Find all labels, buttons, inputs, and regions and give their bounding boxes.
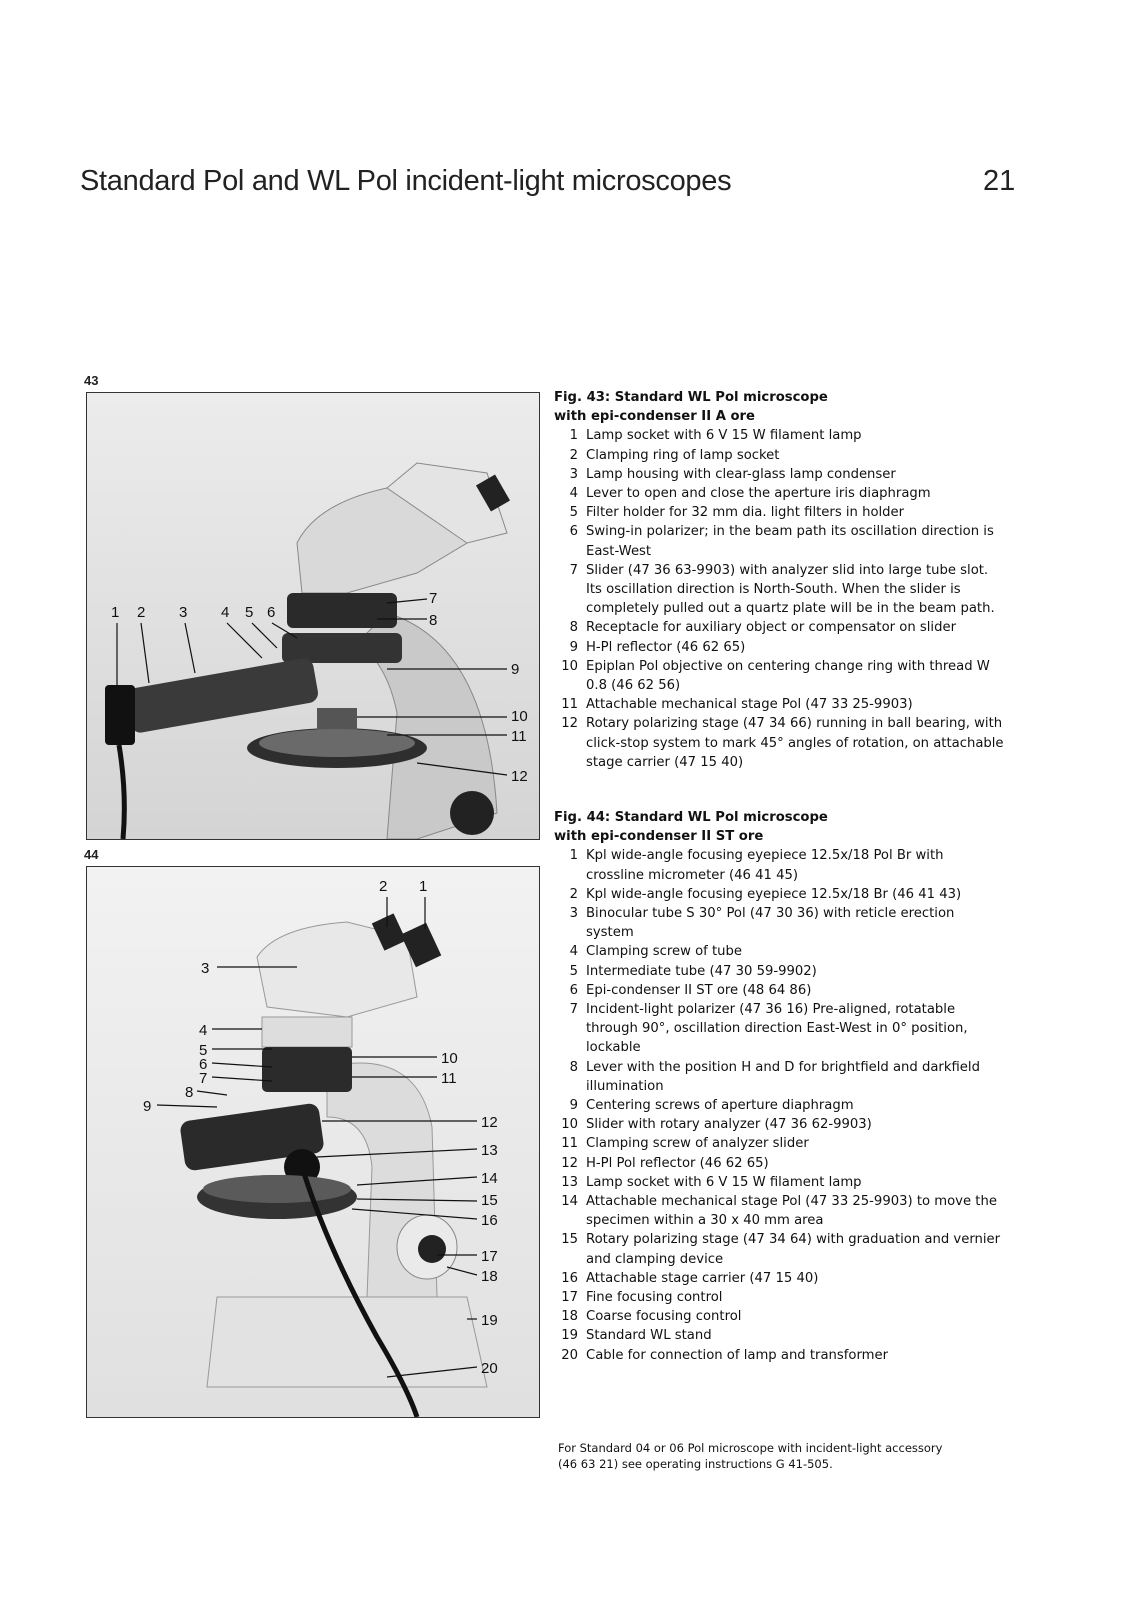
figure-43-photo xyxy=(86,392,540,840)
fig44-callout-14: 14 xyxy=(481,1170,498,1187)
legend-item xyxy=(554,484,1004,503)
legend-item-number: 4 xyxy=(569,486,578,502)
fig44-callout-7: 7 xyxy=(199,1070,208,1087)
page-number: 21 xyxy=(983,165,1016,197)
legend-item-number: 7 xyxy=(569,1002,578,1018)
legend-item xyxy=(554,503,1004,522)
fig44-callout-19: 19 xyxy=(481,1312,498,1329)
legend-item-number: 2 xyxy=(569,886,578,902)
legend-item-number: 5 xyxy=(569,963,578,979)
fig44-callout-18: 18 xyxy=(481,1268,498,1285)
legend-item-number: 18 xyxy=(561,1309,578,1325)
legend-item xyxy=(554,981,1004,1000)
legend-item xyxy=(554,1269,1004,1288)
legend-item-text: Swing-in polarizer; in the beam path its oscillation direction is East-West xyxy=(586,524,994,559)
legend-item-text: Standard WL stand xyxy=(586,1328,712,1344)
legend-item xyxy=(554,657,1004,695)
legend-item xyxy=(554,1058,1004,1096)
legend-item xyxy=(554,561,1004,619)
legend-item-text: Kpl wide-angle focusing eyepiece 12.5x/18 Pol Br with crossline micrometer (46 41 45) xyxy=(586,848,944,883)
fig44-callout-1: 1 xyxy=(419,878,428,895)
legend-item-text: Incident-light polarizer (47 36 16) Pre-aligned, rotatable through 90°, oscillation direction East-West in 0° position, lockable xyxy=(586,1002,968,1056)
legend-item-number: 14 xyxy=(561,1194,578,1210)
fig44-callout-6: 6 xyxy=(199,1056,208,1073)
legend-item-text: H-Pl Pol reflector (46 62 65) xyxy=(586,1155,769,1171)
legend-item-number: 7 xyxy=(569,562,578,578)
legend-item xyxy=(554,714,1004,772)
legend-item xyxy=(554,446,1004,465)
fig44-callout-13: 13 xyxy=(481,1142,498,1159)
legend-item-number: 3 xyxy=(569,466,578,482)
fig44-callout-5: 5 xyxy=(199,1042,208,1059)
fig43-callout-6: 6 xyxy=(267,604,276,621)
legend-item xyxy=(554,1154,1004,1173)
legend-item xyxy=(554,904,1004,942)
legend-item-text: Slider with rotary analyzer (47 36 62-9903) xyxy=(586,1117,872,1133)
legend-item xyxy=(554,1115,1004,1134)
figure-44-item-list xyxy=(554,846,1004,1364)
legend-item-text: Rotary polarizing stage (47 34 64) with graduation and vernier and clamping device xyxy=(586,1232,1001,1267)
legend-item-text: Attachable mechanical stage Pol (47 33 25-9903) xyxy=(586,697,913,713)
footer-note-line-2: (46 63 21) see operating instructions G 41-505. xyxy=(558,1457,833,1471)
figure-43-caption-subtitle: with epi-condenser II A ore xyxy=(554,409,755,425)
legend-item xyxy=(554,885,1004,904)
legend-item-text: Lamp housing with clear-glass lamp condenser xyxy=(586,466,896,482)
fig43-callout-8: 8 xyxy=(429,612,438,629)
fig44-callout-15: 15 xyxy=(481,1192,498,1209)
legend-item xyxy=(554,1288,1004,1307)
fig44-callout-4: 4 xyxy=(199,1022,208,1039)
fig43-callout-11: 11 xyxy=(511,728,527,745)
legend-item-number: 1 xyxy=(569,848,578,864)
legend-item-text: Lamp socket with 6 V 15 W filament lamp xyxy=(586,1174,862,1190)
legend-item xyxy=(554,1326,1004,1345)
legend-item xyxy=(554,1134,1004,1153)
legend-item-text: Filter holder for 32 mm dia. light filters in holder xyxy=(586,505,905,521)
legend-item-number: 16 xyxy=(561,1270,578,1286)
legend-item xyxy=(554,1230,1004,1268)
legend-item-text: Clamping screw of analyzer slider xyxy=(586,1136,809,1152)
legend-item-text: Epiplan Pol objective on centering change ring with thread W 0.8 (46 62 56) xyxy=(586,658,990,694)
legend-item-number: 9 xyxy=(569,639,578,655)
legend-item-text: Coarse focusing control xyxy=(586,1309,742,1325)
legend-item xyxy=(554,1346,1004,1365)
legend-item xyxy=(554,1000,1004,1058)
legend-item-text: Lever to open and close the aperture iris diaphragm xyxy=(586,486,931,502)
legend-item-text: Cable for connection of lamp and transformer xyxy=(586,1347,889,1363)
legend-item-text: Clamping screw of tube xyxy=(586,944,743,960)
legend-item-text: Attachable mechanical stage Pol (47 33 25-9903) to move the specimen within a 30 x 40 mm area xyxy=(586,1194,997,1229)
legend-item-number: 10 xyxy=(561,658,578,674)
legend-item-number: 15 xyxy=(561,1232,578,1248)
legend-item-number: 4 xyxy=(569,944,578,960)
legend-item-number: 19 xyxy=(561,1328,578,1344)
fig44-callout-8: 8 xyxy=(185,1084,194,1101)
legend-item xyxy=(554,846,1004,884)
legend-item xyxy=(554,465,1004,484)
legend-item-text: Lamp socket with 6 V 15 W filament lamp xyxy=(586,428,862,444)
legend-item-number: 6 xyxy=(569,524,578,540)
legend-item-number: 8 xyxy=(569,620,578,636)
fig44-callout-12: 12 xyxy=(481,1114,498,1131)
figure-44-caption xyxy=(554,808,1004,1365)
legend-item-text: Centering screws of aperture diaphragm xyxy=(586,1098,854,1114)
fig43-callout-4: 4 xyxy=(221,604,230,621)
fig43-callout-7: 7 xyxy=(429,590,438,607)
legend-item-number: 13 xyxy=(561,1174,578,1190)
legend-item-text: Intermediate tube (47 30 59-9902) xyxy=(586,963,817,979)
legend-item xyxy=(554,942,1004,961)
legend-item xyxy=(554,1096,1004,1115)
legend-item xyxy=(554,522,1004,560)
legend-item-number: 6 xyxy=(569,982,578,998)
legend-item-text: H-Pl reflector (46 62 65) xyxy=(586,639,746,655)
figure-44-photo xyxy=(86,866,540,1418)
figure-44-number: 44 xyxy=(84,847,99,862)
fig44-callout-16: 16 xyxy=(481,1212,498,1229)
legend-item-text: Lever with the position H and D for brightfield and darkfield illumination xyxy=(586,1059,980,1094)
legend-item xyxy=(554,1307,1004,1326)
fig43-callout-10: 10 xyxy=(511,708,528,725)
legend-item xyxy=(554,618,1004,637)
legend-item-number: 11 xyxy=(561,1136,578,1152)
fig43-callout-3: 3 xyxy=(179,604,188,621)
legend-item-text: Kpl wide-angle focusing eyepiece 12.5x/18 Br (46 41 43) xyxy=(586,886,962,902)
legend-item-text: Receptacle for auxiliary object or compensator on slider xyxy=(586,620,956,636)
footer-note-line-1: For Standard 04 or 06 Pol microscope with incident-light accessory xyxy=(558,1441,943,1455)
legend-item-text: Epi-condenser II ST ore (48 64 86) xyxy=(586,982,812,998)
legend-item-number: 2 xyxy=(569,447,578,463)
legend-item-text: Slider (47 36 63-9903) with analyzer slid into large tube slot. Its oscillation direction is North-South. When the slider is completely pulled out a quartz plate will be in the beam path. xyxy=(586,562,995,617)
legend-item-number: 11 xyxy=(561,697,578,713)
figure-43-caption-title: Fig. 43: Standard WL Pol microscope xyxy=(554,390,828,405)
legend-item-number: 9 xyxy=(569,1098,578,1114)
figure-43-item-list xyxy=(554,426,1004,772)
legend-item-number: 20 xyxy=(561,1347,578,1363)
legend-item xyxy=(554,1192,1004,1230)
legend-item-number: 17 xyxy=(561,1290,578,1306)
legend-item-text: Binocular tube S 30° Pol (47 30 36) with reticle erection system xyxy=(586,906,955,941)
fig44-callout-10: 10 xyxy=(441,1050,458,1067)
figure-44-caption-title: Fig. 44: Standard WL Pol microscope xyxy=(554,810,828,825)
legend-item-text: Fine focusing control xyxy=(586,1290,723,1306)
legend-item xyxy=(554,695,1004,714)
legend-item-number: 12 xyxy=(561,1155,578,1171)
footer-note xyxy=(558,1440,988,1472)
fig44-callout-11: 11 xyxy=(441,1070,457,1087)
fig43-callout-1: 1 xyxy=(111,604,120,621)
fig43-callout-12: 12 xyxy=(511,768,528,785)
legend-item-number: 10 xyxy=(561,1117,578,1133)
figure-43-caption xyxy=(554,388,1004,772)
legend-item-text: Clamping ring of lamp socket xyxy=(586,447,780,463)
fig44-callout-20: 20 xyxy=(481,1360,498,1377)
legend-item xyxy=(554,962,1004,981)
fig43-callout-9: 9 xyxy=(511,661,520,678)
page-title: Standard Pol and WL Pol incident-light microscopes xyxy=(80,165,732,197)
legend-item-text: Attachable stage carrier (47 15 40) xyxy=(586,1270,819,1286)
fig44-callout-9: 9 xyxy=(143,1098,152,1115)
legend-item-text: Rotary polarizing stage (47 34 66) running in ball bearing, with click-stop system to mark 45° angles of rotation, on attachable stage carrier (47 15 40) xyxy=(586,716,1004,770)
fig43-callout-5: 5 xyxy=(245,604,254,621)
fig44-callout-3: 3 xyxy=(201,960,210,977)
fig44-callout-2: 2 xyxy=(379,878,388,895)
legend-item-number: 3 xyxy=(569,906,578,922)
figure-43-number: 43 xyxy=(84,373,99,388)
legend-item xyxy=(554,1173,1004,1192)
legend-item xyxy=(554,426,1004,445)
legend-item xyxy=(554,638,1004,657)
legend-item-number: 5 xyxy=(569,505,578,521)
legend-item-number: 12 xyxy=(561,716,578,732)
fig44-callout-17: 17 xyxy=(481,1248,498,1265)
fig43-callout-2: 2 xyxy=(137,604,146,621)
figure-44-caption-subtitle: with epi-condenser II ST ore xyxy=(554,829,764,845)
legend-item-number: 8 xyxy=(569,1059,578,1075)
legend-item-number: 1 xyxy=(569,428,578,444)
